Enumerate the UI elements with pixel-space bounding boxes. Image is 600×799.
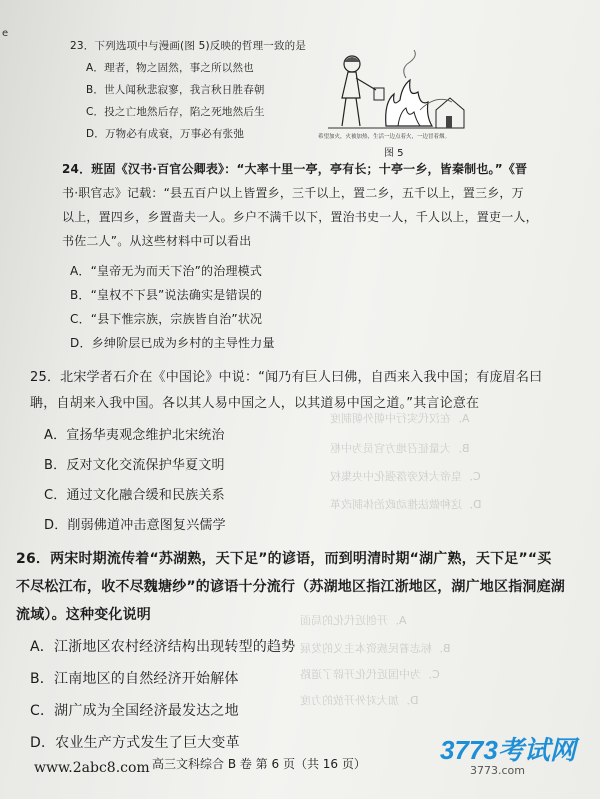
q25-option-a[interactable]: A．宣扬华夷观念维护北宋统治 <box>44 428 225 443</box>
q24-option-b[interactable]: B．“皇权不下县”说法确实是错误的 <box>70 288 263 302</box>
q25-option-c[interactable]: C．通过文化融合缓和民族关系 <box>44 488 225 503</box>
bleed-through-line: C．皇帝大权旁落强化中央集权 <box>330 470 481 483</box>
q24-stem-line: 书·职官志》记载：“县五百户以上皆置乡，三千以上，置二乡，五千以上，置三乡，万 <box>62 186 524 200</box>
q24-stem-line: 以上，置四乡，乡置啬夫一人。乡户不满千以下，置治书史一人，千人以上，置吏一人， <box>62 210 538 224</box>
q23-stem: 23．下列选项中与漫画(图 5)反映的哲理一致的是 <box>70 40 307 52</box>
q24-option-a[interactable]: A．“皇帝无为而天下治”的治理模式 <box>70 264 263 278</box>
figure-caption: 希望加火，火被加热，生活一边点着火，一边冒着烟。 <box>318 134 451 140</box>
q25-option-b[interactable]: B．反对文化交流保护华夏文明 <box>44 458 225 473</box>
q26-stem-line: 流域）。这种变化说明 <box>16 607 151 623</box>
watermark-site: 3773.com <box>470 764 525 777</box>
fire <box>386 80 432 126</box>
bleed-through-line: A．开创近代化的局面 <box>300 614 407 627</box>
q23-option-b[interactable]: B．世人闻秋悲寂寥，我言秋日胜春朝 <box>86 84 265 96</box>
q24-stem-line: 24．班固《汉书·百官公卿表》：“大率十里一亭，亭有长；十亭一乡，皆秦制也。”《晋 <box>62 162 528 176</box>
q26-option-c[interactable]: C．湖广成为全国经济最发达之地 <box>30 703 239 719</box>
q24-option-d[interactable]: D．乡绅阶层已成为乡村的主导性力量 <box>70 336 275 350</box>
smoke <box>404 50 416 78</box>
bleed-through-line: B．标志着民族资本主义的发展 <box>300 642 451 655</box>
q26-option-d[interactable]: D．农业生产方式发生了巨大变革 <box>30 735 240 751</box>
watermark-brand: 3773考试网 <box>440 735 576 765</box>
q23-option-d[interactable]: D．万物必有成衰，万事必有张弛 <box>86 128 245 140</box>
bleed-through-line: D．加大对外开放的力度 <box>300 694 419 707</box>
q26-stem-line: 不尽松江布，收不尽魏塘纱”的谚语十分流行（苏湖地区指江浙地区，湖广地区指洞庭湖 <box>16 579 565 595</box>
corner-mark: e <box>2 28 9 39</box>
q23-option-a[interactable]: A．理者，物之固然，事之所以然也 <box>86 62 254 74</box>
q24-option-c[interactable]: C．“县下惟宗族，宗族皆自治”状况 <box>70 312 263 326</box>
q25-option-d[interactable]: D．削弱佛道冲击意图复兴儒学 <box>44 518 226 533</box>
person-body <box>342 72 360 98</box>
bleed-through-line: A．在汉代实行中朝外朝制度 <box>330 412 470 425</box>
q26-stem-line: 26．两宋时期流传着“苏湖熟，天下足”的谚语，而到明清时期“湖广熟，天下足”“买 <box>16 551 552 567</box>
q24-stem-line: 书佐二人”。从这些材料中可以看出 <box>62 234 252 248</box>
bleed-through-line: D．这种做法推动政治体制改革 <box>330 498 482 511</box>
q25-stem-line: 25．北宋学者石介在《中国论》中说：“闻乃有巨人曰佛，自西来入我中国；有庞眉名曰 <box>30 370 543 385</box>
q25-stem-line: 聃，自胡来入我中国。各以其人易中国之人，以其道易中国之道。”其言论意在 <box>30 396 480 411</box>
watermark-left: www.2abc8.com <box>34 760 150 776</box>
figure-label: 图 5 <box>384 148 404 159</box>
q23-option-c[interactable]: C．投之亡地然后存，陷之死地然后生 <box>86 106 265 118</box>
q26-option-a[interactable]: A．江浙地区农村经济结构出现转型的趋势 <box>30 639 296 655</box>
bleed-through-line: C．为中国近代化开辟了道路 <box>300 668 440 681</box>
page-footer: 高三文科综合 B 卷 第 6 页（共 16 页） <box>152 757 366 771</box>
bleed-through-line: B．大量征召地方官员为中枢 <box>330 442 470 455</box>
q26-option-b[interactable]: B．江南地区的自然经济开始解体 <box>30 671 239 687</box>
